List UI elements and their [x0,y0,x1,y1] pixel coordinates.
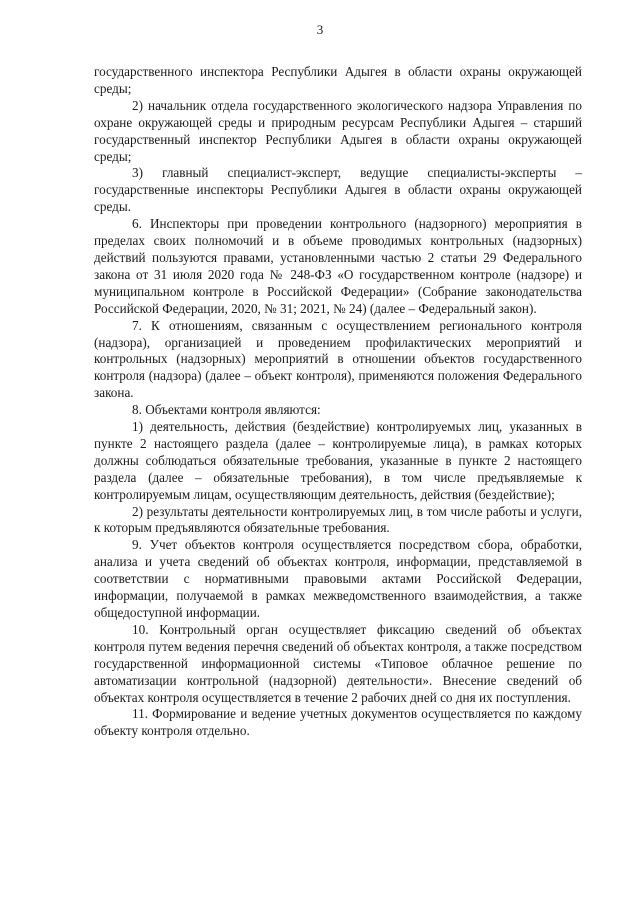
paragraph-10: 10. Контрольный орган осуществляет фиксацию сведений об объектах контроля путем ведения перечня сведений об объектах контроля, а также посредством государственной информационной системы «Типовое облачное решение по автоматизации контрольной (надзорной) деятельности». Внесение сведений об объектах контроля осуществляется в течение 2 рабочих дней со дня их поступления. [94,621,582,705]
paragraph-8-item-1: 1) деятельность, действия (бездействие) контролируемых лиц, указанных в пункте 2 настоящего раздела (далее – контролируемые лица), в рамках которых должны соблюдаться обязательные требования, указанные в пункте 2 настоящего раздела (далее – обязательные требования), в том числе предъявляемые к контролируемым лицам, осуществляющим деятельность, действия (бездействие); [94,419,582,502]
paragraph-6: 6. Инспекторы при проведении контрольного (надзорного) мероприятия в пределах своих полномочий и в объеме проводимых контрольных (надзорных) действий пользуются правами, установленными частью 2 статьи 29 Федерального закона от 31 июля 2020 года № 248-ФЗ «О государственном контроле (надзоре) и муниципальном контроле в Российской Федерации» (Собрание законодательства Российской Федерации, 2020, № 31; 2021, № 24) (далее – Федеральный закон). [94,216,582,316]
paragraph-8-item-2: 2) результаты деятельности контролируемых лиц, в том числе работы и услуги, к которым предъявляются обязательные требования. [94,503,582,536]
paragraph-11: 11. Формирование и ведение учетных документов осуществляется по каждому объекту контроля отдельно. [94,706,582,739]
paragraph-8: 8. Объектами контроля являются: [132,402,321,418]
paragraph-7: 7. К отношениям, связанным с осуществлением регионального контроля (надзора), организацией и проведением профилактических мероприятий и контрольных (надзорных) мероприятий в отношении объектов государственного контроля (надзора) (далее – объект контроля), применяются положения Федерального закона. [94,317,582,401]
paragraph-item-2: 2) начальник отдела государственного экологического надзора Управления по охране окружающей среды и природным ресурсам Республики Адыгея – старший государственный инспектор Республики Адыгея в области охраны окружающей среды; [94,97,582,164]
paragraph-9: 9. Учет объектов контроля осуществляется посредством сбора, обработки, анализа и учета сведений об объектах контроля, информации, представляемой в соответствии с нормативными правовыми актами Российской Федерации, информации, получаемой в рамках межведомственного взаимодействия, а также общедоступной информации. [94,537,582,620]
document-body [94,64,582,740]
paragraph-item-3: 3) главный специалист-эксперт, ведущие специалисты-эксперты – государственные инспекторы Республики Адыгея в области охраны окружающей среды. [94,165,582,215]
paragraph-continuation: государственного инспектора Республики Адыгея в области охраны окружающей среды; [94,64,582,96]
page-number: 3 [316,22,324,37]
